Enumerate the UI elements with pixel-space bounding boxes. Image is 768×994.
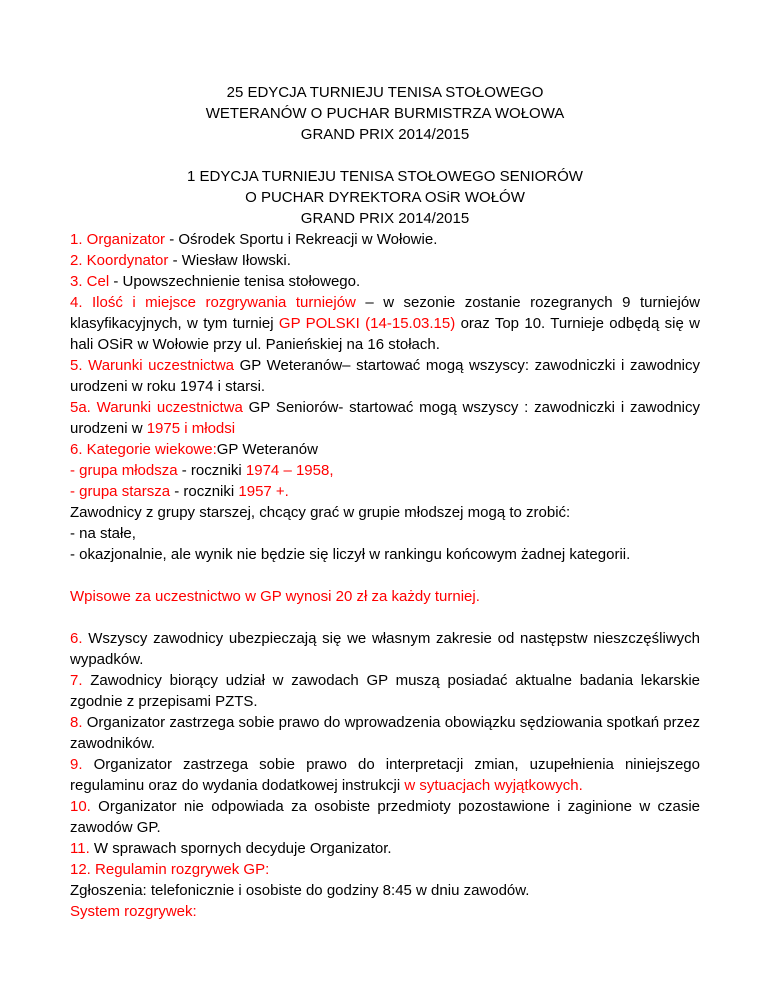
rule-text: Zawodnicy biorący udział w zawodach GP muszą posiadać aktualne badania lekarskie zgodnie z przepisami PZTS. (70, 672, 700, 710)
rule-number: 6. (70, 630, 83, 647)
note-line: Zawodnicy z grupy starszej, chcący grać w grupie młodszej mogą to zrobić: (70, 504, 571, 521)
item-conditions-seniors (70, 397, 700, 439)
group-older (70, 481, 700, 502)
group-label: - grupa starsza (70, 483, 171, 500)
item-coordinator (70, 250, 700, 271)
title-line: 1 EDYCJA TURNIEJU TENISA STOŁOWEGO SENIORÓW (187, 168, 583, 185)
rule-disputes (70, 838, 700, 859)
group-text: - roczniki (177, 462, 246, 479)
rule-regulations-heading: 12. Regulamin rozgrywek GP: (70, 861, 270, 878)
group-years: 1974 – 1958, (245, 462, 334, 479)
rule-number: 7. (70, 672, 83, 689)
item-organizer (70, 229, 700, 250)
group-years: 1957 +. (238, 483, 289, 500)
title-block-seniors (70, 166, 700, 229)
title-line: O PUCHAR DYREKTORA OSiR WOŁÓW (245, 189, 525, 206)
rule-interpretation (70, 754, 700, 796)
rule-umpiring (70, 712, 700, 754)
rule-number: 10. (70, 798, 91, 815)
title-block-veterans (70, 82, 700, 145)
item-text: GP Weteranów– startować mogą wszyscy: zawodniczki i zawodnicy urodzeni w roku 1974 i starsi. (70, 357, 700, 395)
item-goal (70, 271, 700, 292)
rule-number: 8. (70, 714, 83, 731)
item-text: GP Seniorów- startować mogą wszyscy : zawodniczki i zawodnicy urodzeni w (70, 399, 700, 437)
item-text: - Ośrodek Sportu i Rekreacji w Wołowie. (165, 231, 438, 248)
rule-text: Organizator zastrzega sobie prawo do interpretacji zmian, uzupełnienia niniejszego regulaminu oraz do wydania dodatkowej instrukcji (70, 756, 700, 794)
note-line: - na stałe, (70, 525, 136, 542)
item-text: - Wiesław Iłowski. (168, 252, 291, 269)
registration-info: Zgłoszenia: telefonicznie i osobiste do godziny 8:45 w dniu zawodów. (70, 882, 530, 899)
rule-text: Organizator nie odpowiada za osobiste przedmioty pozostawione i zaginione w czasie zawodów GP. (70, 798, 700, 836)
rule-number: 9. (70, 756, 83, 773)
item-label: 5a. Warunki uczestnictwa (70, 399, 243, 416)
entry-fee: Wpisowe za uczestnictwo w GP wynosi 20 zł za każdy turniej. (70, 588, 480, 605)
title-line: WETERANÓW O PUCHAR BURMISTRZA WOŁOWA (205, 105, 565, 122)
rule-liability (70, 796, 700, 838)
rule-highlight: w sytuacjach wyjątkowych. (404, 777, 583, 794)
item-label: 4. Ilość i miejsce rozgrywania turniejów (70, 294, 356, 311)
item-highlight: 1975 i młodsi (146, 420, 236, 437)
group-label: - grupa młodsza (70, 462, 178, 479)
rule-insurance (70, 628, 700, 670)
item-conditions-veterans (70, 355, 700, 397)
item-label: 1. Organizator (70, 231, 166, 248)
note-line: - okazjonalnie, ale wynik nie będzie się liczył w rankingu końcowym żadnej kategorii. (70, 546, 631, 563)
rule-medical (70, 670, 700, 712)
item-tournaments (70, 292, 700, 355)
title-line: GRAND PRIX 2014/2015 (300, 210, 470, 227)
item-text: GP Weteranów (216, 441, 318, 458)
group-younger (70, 460, 700, 481)
rule-text: Wszyscy zawodnicy ubezpieczają się we własnym zakresie od następstw nieszczęśliwych wypadków. (70, 630, 700, 668)
group-text: - roczniki (170, 483, 239, 500)
rule-text: Organizator zastrzega sobie prawo do wprowadzenia obowiązku sędziowania spotkań przez zawodników. (70, 714, 700, 752)
item-label: 5. Warunki uczestnictwa (70, 357, 235, 374)
item-age-categories (70, 439, 700, 460)
item-highlight: GP POLSKI (14-15.03.15) (278, 315, 456, 332)
item-label: 3. Cel (70, 273, 110, 290)
rule-number: 11. (70, 840, 90, 857)
item-text: - Upowszechnienie tenisa stołowego. (109, 273, 361, 290)
document-page (70, 82, 700, 922)
rule-text: W sprawach spornych decyduje Organizator. (89, 840, 392, 857)
item-label: 6. Kategorie wiekowe: (70, 441, 217, 458)
system-heading: System rozgrywek: (70, 903, 197, 920)
item-text: oraz Top 10. Turnieje odbędą się w hali OSiR w Wołowie przy ul. Panieńskiej na 16 stołach. (70, 315, 700, 353)
title-line: 25 EDYCJA TURNIEJU TENISA STOŁOWEGO (226, 84, 544, 101)
title-line: GRAND PRIX 2014/2015 (300, 126, 470, 143)
item-text: – w sezonie zostanie rozegranych 9 turniejów klasyfikacyjnych, w tym turniej (70, 294, 700, 332)
item-label: 2. Koordynator (70, 252, 169, 269)
